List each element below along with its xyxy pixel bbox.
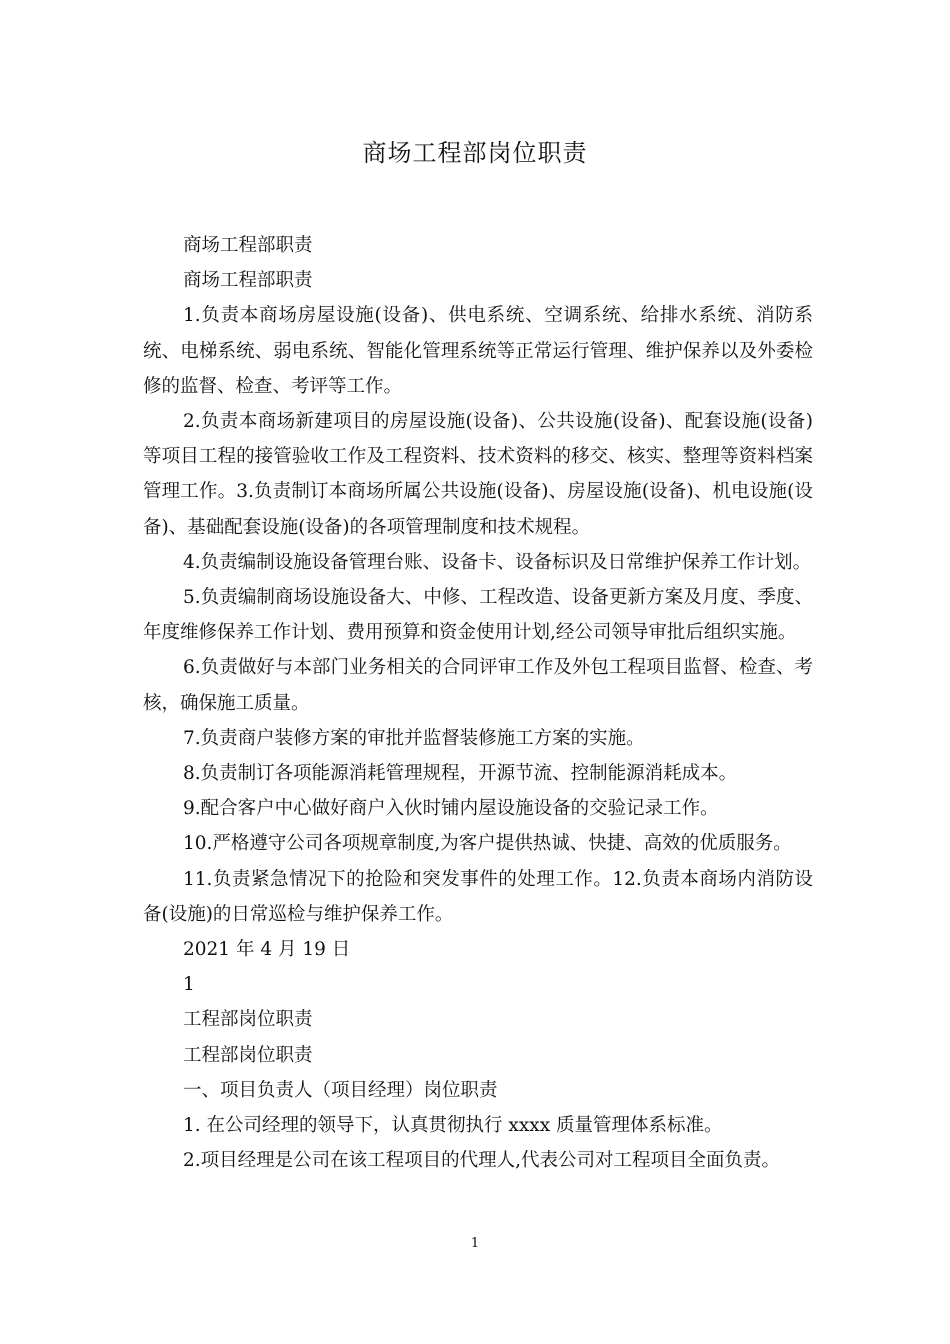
document-title: 商场工程部岗位职责	[362, 139, 588, 167]
section-heading: 工程部岗位职责	[183, 1009, 313, 1031]
paragraph: 5.负责编制商场设施设备大、中修、工程改造、设备更新方案及月度、季度、年度维修保养工作计划、费用预算和资金使用计划,经公司领导审批后组织实施。	[143, 587, 813, 644]
paragraph: 6.负责做好与本部门业务相关的合同评审工作及外包工程项目监督、检查、考核，确保施工质量。	[143, 657, 813, 714]
date-line: 2021 年 4 月 19 日	[183, 939, 351, 961]
paragraph: 9.配合客户中心做好商户入伙时铺内屋设施设备的交验记录工作。	[183, 798, 719, 820]
document-body	[143, 228, 813, 1178]
paragraph: 7.负责商户装修方案的审批并监督装修施工方案的实施。	[183, 727, 645, 749]
paragraph: 11.负责紧急情况下的抢险和突发事件的处理工作。12.负责本商场内消防设备(设施)的日常巡检与维护保养工作。	[143, 868, 813, 925]
page-number: 1	[470, 1236, 480, 1251]
paragraph: 4.负责编制设施设备管理台账、设备卡、设备标识及日常维护保养工作计划。	[183, 551, 812, 573]
subsection-heading: 一、项目负责人（项目经理）岗位职责	[183, 1079, 498, 1101]
paragraph: 1.负责本商场房屋设施(设备)、供电系统、空调系统、给排水系统、消防系统、电梯系统、弱电系统、智能化管理系统等正常运行管理、维护保养以及外委检修的监督、检查、考评等工作。	[143, 305, 813, 397]
paragraph: 1	[183, 974, 195, 996]
paragraph: 2.负责本商场新建项目的房屋设施(设备)、公共设施(设备)、配套设施(设备)等项目工程的接管验收工作及工程资料、技术资料的移交、核实、整理等资料档案管理工作。3.负责制订本商场所属公共设施(设备)、房屋设施(设备)、机电设施(设备)、基础配套设施(设备)的各项管理制度和技术规程。	[143, 411, 813, 538]
paragraph: 10.严格遵守公司各项规章制度,为客户提供热诚、快捷、高效的优质服务。	[183, 833, 792, 855]
section-heading: 工程部岗位职责	[183, 1044, 313, 1066]
paragraph: 商场工程部职责	[183, 270, 313, 292]
paragraph: 商场工程部职责	[183, 235, 313, 256]
paragraph: 1. 在公司经理的领导下，认真贯彻执行 xxxx 质量管理体系标准。	[183, 1115, 723, 1137]
paragraph: 2.项目经理是公司在该工程项目的代理人,代表公司对工程项目全面负责。	[183, 1150, 781, 1172]
paragraph: 8.负责制订各项能源消耗管理规程，开源节流、控制能源消耗成本。	[183, 763, 738, 785]
